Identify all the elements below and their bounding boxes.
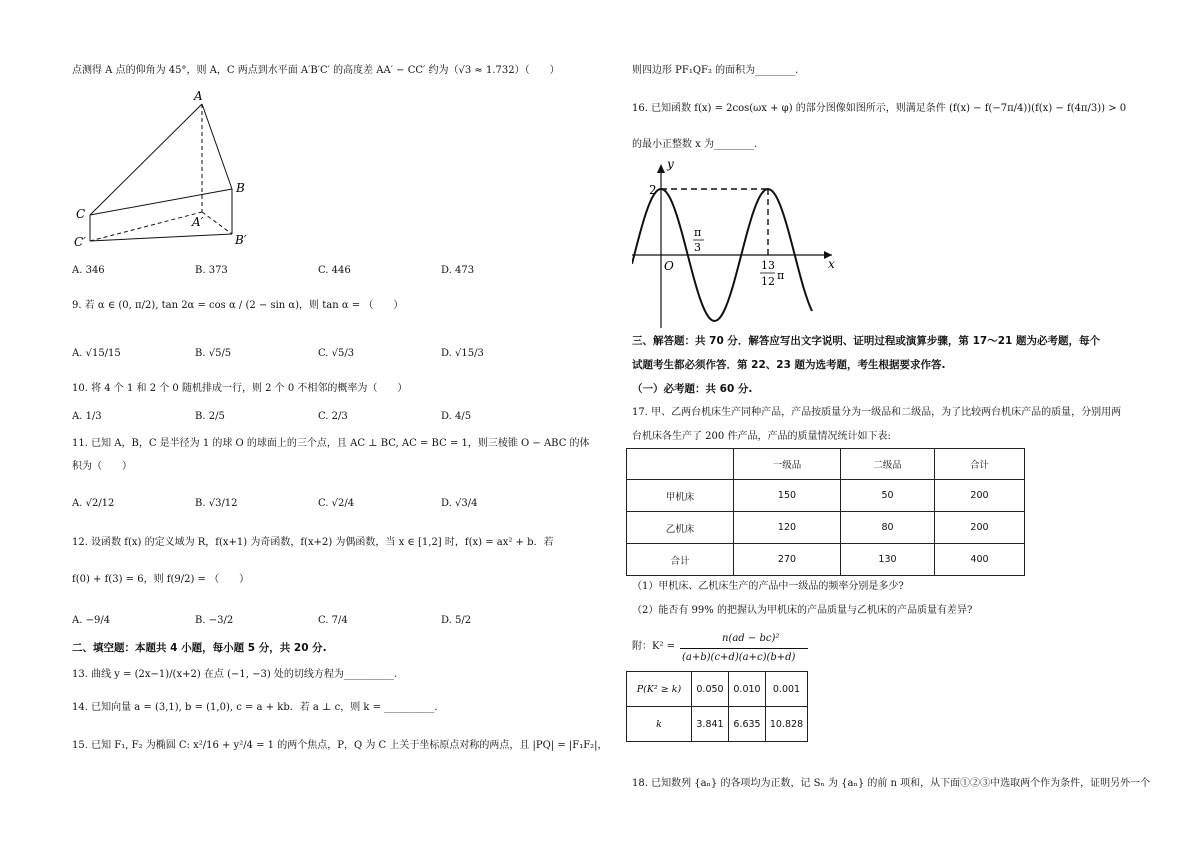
q11-line2: 积为（ ） [72, 461, 132, 472]
q16-line2: 的最小正整数 x 为________. [632, 139, 758, 150]
q11-option-c: C. √2/4 [318, 498, 355, 509]
section-2-heading: 二、填空题：本题共 4 小题，每小题 5 分，共 20 分. [72, 642, 327, 654]
table-cell: 150 [734, 480, 841, 512]
q15-continued: 则四边形 PF₁QF₂ 的面积为________. [632, 65, 799, 76]
table-cell: 0.010 [729, 672, 766, 707]
table-cell: P(K² ≥ k) [627, 672, 692, 707]
formula-label: 附：K² = [632, 641, 676, 652]
formula-fraction-bar [680, 648, 808, 649]
table-cell: 合计 [627, 544, 734, 576]
q10-option-b: B. 2/5 [195, 411, 225, 422]
table-cell: 0.001 [766, 672, 808, 707]
label-B-prime: B′ [235, 233, 247, 247]
q9-option-b: B. √5/5 [195, 348, 232, 359]
table-cell: 270 [734, 544, 841, 576]
quality-table [626, 448, 1025, 576]
q13: 13. 曲线 y = (2x−1)/(x+2) 在点 (−1, −3) 处的切线方程为__________. [72, 669, 398, 680]
q17-part2: （2）能否有 99% 的把握认为甲机床的产品质量与乙机床的产品质量有差异? [632, 605, 973, 616]
table-cell: 130 [841, 544, 935, 576]
q14: 14. 已知向量 a = (3,1), b = (1,0), c = a + kb．若 a ⊥ c，则 k = __________. [72, 702, 438, 713]
q10-option-c: C. 2/3 [318, 411, 348, 422]
table-cell: 甲机床 [627, 480, 734, 512]
q10-option-a: A. 1/3 [72, 411, 102, 422]
section-3-subheading: （一）必考题：共 60 分. [632, 383, 753, 395]
formula-denominator: (a+b)(c+d)(a+c)(b+d) [682, 652, 796, 663]
graph-12-den: 12 [761, 275, 775, 288]
q12-option-b: B. −3/2 [195, 615, 234, 626]
q8-option-a: A. 346 [72, 265, 105, 276]
q10-option-d: D. 4/5 [441, 411, 472, 422]
graph-y-label: y [667, 160, 674, 171]
table-cell: 6.635 [729, 707, 766, 742]
graph-13-pi: π [777, 269, 785, 282]
q17-part1: （1）甲机床、乙机床生产的产品中一级品的频率分别是多少? [632, 581, 904, 592]
label-A-prime: A′ [192, 215, 204, 229]
q12-option-a: A. −9/4 [72, 615, 111, 626]
table-row [627, 672, 808, 707]
q16-line1: 16. 已知函数 f(x) = 2cos(ωx + φ) 的部分图像如图所示，则满足条件 (f(x) − f(−7π/4))(f(x) − f(4π/3)) > 0 [632, 103, 1127, 114]
table-cell: 0.050 [692, 672, 729, 707]
q12-option-c: C. 7/4 [318, 615, 348, 626]
formula-numerator: n(ad − bc)² [722, 633, 780, 644]
table-cell: 120 [734, 512, 841, 544]
quality-table-header [627, 449, 1025, 480]
label-C-prime: C′ [74, 235, 86, 249]
q9-option-d: D. √15/3 [441, 348, 484, 359]
table-cell: 80 [841, 512, 935, 544]
table-header-cell: 合计 [935, 449, 1025, 480]
table-cell: 乙机床 [627, 512, 734, 544]
section-3-heading-line1: 三、解答题：共 70 分．解答应写出文字说明、证明过程或演算步骤，第 17～21 题为必考题，每个 [632, 335, 1100, 347]
critical-value-table [626, 671, 808, 742]
table-cell: 10.828 [766, 707, 808, 742]
q8-intro: 点测得 A 点的仰角为 45°，则 A，C 两点到水平面 A′B′C′ 的高度差 AA′ − CC′ 约为（√3 ≈ 1.732）（ ） [72, 65, 560, 76]
label-C: C [76, 207, 86, 221]
label-B: B [236, 181, 245, 195]
table-header-cell: 一级品 [734, 449, 841, 480]
q15: 15. 已知 F₁, F₂ 为椭圆 C: x²/16 + y²/4 = 1 的两个焦点，P，Q 为 C 上关于坐标原点对称的两点，且 |PQ| = |F₁F₂|， [72, 740, 608, 751]
table-cell: 50 [841, 480, 935, 512]
q17-line1: 17. 甲、乙两台机床生产同种产品，产品按质量分为一级品和二级品，为了比较两台机床产品的质量，分别用两 [632, 407, 1122, 418]
graph-13-num: 13 [761, 259, 775, 272]
table-cell: 200 [935, 480, 1025, 512]
cosine-graph [632, 160, 852, 330]
q17-line2: 台机床各生产了 200 件产品，产品的质量情况统计如下表: [632, 431, 891, 442]
prism-figure [72, 88, 262, 250]
table-row [627, 480, 1025, 512]
q9-option-c: C. √5/3 [318, 348, 355, 359]
table-cell: 3.841 [692, 707, 729, 742]
section-3-heading-line2: 试题考生都必须作答．第 22、23 题为选考题，考生根据要求作答. [632, 359, 946, 371]
table-header-cell [627, 449, 734, 480]
graph-max-label: 2 [649, 183, 657, 197]
q18: 18. 已知数列 {aₙ} 的各项均为正数，记 Sₙ 为 {aₙ} 的前 n 项和，从下面①②③中选取两个作为条件，证明另外一个 [632, 778, 1151, 789]
q11-line1: 11. 已知 A，B，C 是半径为 1 的球 O 的球面上的三个点，且 AC ⊥ BC, AC = BC = 1，则三棱锥 O − ABC 的体 [72, 438, 590, 449]
table-row [627, 512, 1025, 544]
table-header-cell: 二级品 [841, 449, 935, 480]
q11-option-a: A. √2/12 [72, 498, 115, 509]
q10: 10. 将 4 个 1 和 2 个 0 随机排成一行，则 2 个 0 不相邻的概率为（ ） [72, 383, 408, 394]
q12-line2: f(0) + f(3) = 6，则 f(9/2) = （ ） [72, 574, 250, 585]
q9: 9. 若 α ∈ (0, π/2), tan 2α = cos α / (2 − sin α)，则 tan α = （ ） [72, 300, 404, 311]
q9-option-a: A. √15/15 [72, 348, 121, 359]
q12-option-d: D. 5/2 [441, 615, 472, 626]
table-row [627, 707, 808, 742]
q11-option-b: B. √3/12 [195, 498, 238, 509]
graph-pi3-den: 3 [694, 241, 701, 254]
graph-pi3-num: π [694, 226, 702, 239]
table-row [627, 544, 1025, 576]
q8-option-b: B. 373 [195, 265, 228, 276]
label-A: A [194, 89, 203, 103]
table-cell: k [627, 707, 692, 742]
q8-option-d: D. 473 [441, 265, 475, 276]
graph-origin-label: O [664, 259, 674, 273]
q12-line1: 12. 设函数 f(x) 的定义域为 R，f(x+1) 为奇函数，f(x+2) 为偶函数，当 x ∈ [1,2] 时，f(x) = ax² + b．若 [72, 537, 554, 548]
table-cell: 400 [935, 544, 1025, 576]
table-cell: 200 [935, 512, 1025, 544]
graph-x-label: x [828, 257, 835, 271]
q11-option-d: D. √3/4 [441, 498, 478, 509]
q8-option-c: C. 446 [318, 265, 351, 276]
